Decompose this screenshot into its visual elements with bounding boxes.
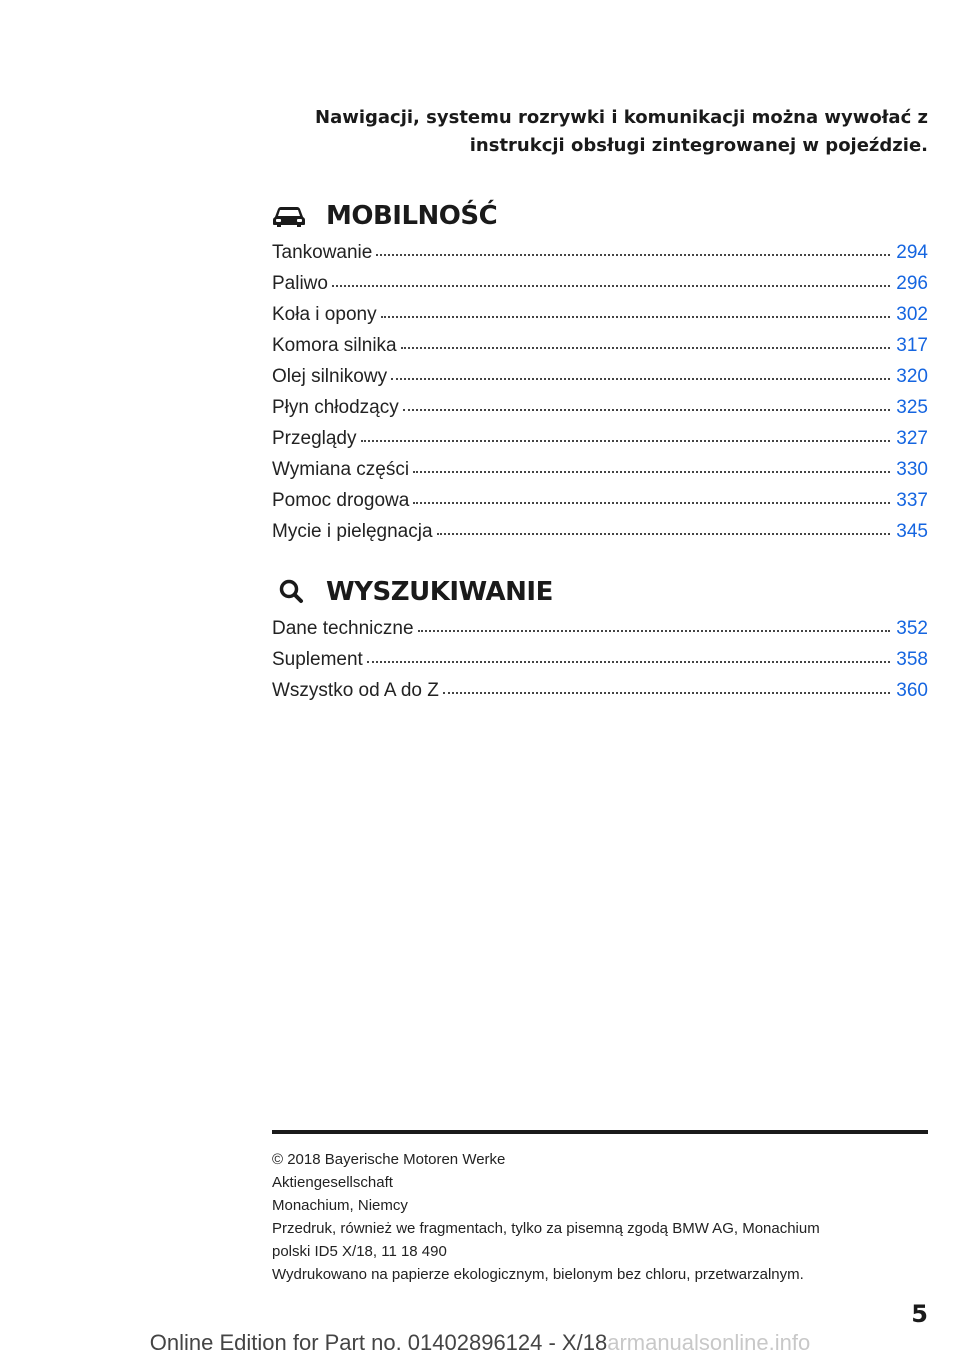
imprint-line: Aktiengesellschaft: [272, 1174, 393, 1191]
toc-page-link[interactable]: 345: [896, 521, 928, 542]
dot-leader: [332, 281, 890, 287]
toc-page-link[interactable]: 294: [896, 242, 928, 263]
toc-page-link[interactable]: 352: [896, 618, 928, 639]
toc-page-link[interactable]: 320: [896, 366, 928, 387]
toc-page-link[interactable]: 296: [896, 273, 928, 294]
edition-footer: [0, 1330, 960, 1356]
toc-entry[interactable]: [272, 618, 928, 649]
imprint-line: Monachium, Niemcy: [272, 1197, 408, 1214]
dot-leader: [401, 343, 891, 349]
toc-page-link[interactable]: 317: [896, 335, 928, 356]
toc-page-link[interactable]: 327: [896, 428, 928, 449]
toc-entry-label: Olej silnikowy: [272, 366, 388, 387]
toc-entry[interactable]: [272, 428, 928, 459]
toc-entry[interactable]: [272, 273, 928, 304]
toc-entry-label: Koła i opony: [272, 304, 377, 325]
imprint-line: polski ID5 X/18, 11 18 490: [272, 1243, 447, 1260]
toc-entry[interactable]: [272, 242, 928, 273]
imprint: [272, 1148, 928, 1286]
dot-leader: [367, 657, 890, 663]
toc-entry[interactable]: [272, 521, 928, 552]
toc-list: [272, 242, 928, 552]
toc-entry[interactable]: [272, 397, 928, 428]
intro-note: [288, 104, 928, 160]
toc-entry[interactable]: [272, 680, 928, 711]
dot-leader: [361, 436, 891, 442]
toc-entry[interactable]: [272, 649, 928, 680]
toc-page-link[interactable]: 302: [896, 304, 928, 325]
section-search: [272, 572, 928, 711]
toc-entry-label: Przeglądy: [272, 428, 357, 449]
dot-leader: [418, 626, 891, 632]
edition-text: Online Edition for Part no. 01402896124 - X/18: [149, 1330, 608, 1355]
toc-page-link[interactable]: 358: [896, 649, 928, 670]
toc-entry[interactable]: [272, 459, 928, 490]
section-header: [272, 572, 928, 612]
imprint-line: Wydrukowano na papierze ekologicznym, bielonym bez chloru, przetwarzalnym.: [272, 1266, 804, 1283]
toc-entry-label: Tankowanie: [272, 242, 373, 263]
toc-entry-label: Płyn chłodzący: [272, 397, 399, 418]
section-mobility: [272, 196, 928, 552]
dot-leader: [376, 250, 890, 256]
toc-entry-label: Paliwo: [272, 273, 328, 294]
toc-entry-label: Dane techniczne: [272, 618, 414, 639]
toc-entry-label: Pomoc drogowa: [272, 490, 410, 511]
watermark-text: armanualsonline.info: [607, 1330, 811, 1355]
dot-leader: [413, 498, 890, 504]
section-title: WYSZUKIWANIE: [326, 577, 553, 607]
dot-leader: [413, 467, 890, 473]
section-title: MOBILNOŚĆ: [326, 201, 498, 231]
dot-leader: [437, 529, 891, 535]
toc-page-link[interactable]: 325: [896, 397, 928, 418]
toc-entry-label: Suplement: [272, 649, 363, 670]
toc-page-link[interactable]: 337: [896, 490, 928, 511]
imprint-line: Przedruk, również we fragmentach, tylko za pisemną zgodą BMW AG, Monachium: [272, 1220, 820, 1237]
toc-entry[interactable]: [272, 335, 928, 366]
intro-line-1: Nawigacji, systemu rozrywki i komunikacji można wywołać z: [315, 107, 928, 128]
dot-leader: [403, 405, 891, 411]
footer-divider: [272, 1130, 928, 1134]
toc-page-link[interactable]: 360: [896, 680, 928, 701]
dot-leader: [443, 688, 890, 694]
dot-leader: [391, 374, 890, 380]
toc-entry-label: Wszystko od A do Z: [272, 680, 439, 701]
toc-entry-label: Mycie i pielęgnacja: [272, 521, 433, 542]
search-icon: [272, 578, 312, 606]
dot-leader: [381, 312, 891, 318]
toc-entry-label: Wymiana części: [272, 459, 410, 480]
page-number: 5: [911, 1300, 928, 1328]
toc-list: [272, 618, 928, 711]
intro-line-2: instrukcji obsługi zintegrowanej w pojeździe.: [469, 135, 928, 156]
toc-entry[interactable]: [272, 490, 928, 521]
toc-entry[interactable]: [272, 366, 928, 397]
car-icon: [272, 202, 312, 230]
toc-entry[interactable]: [272, 304, 928, 335]
section-header: [272, 196, 928, 236]
toc-entry-label: Komora silnika: [272, 335, 397, 356]
imprint-line: © 2018 Bayerische Motoren Werke: [272, 1151, 506, 1168]
toc-page-link[interactable]: 330: [896, 459, 928, 480]
